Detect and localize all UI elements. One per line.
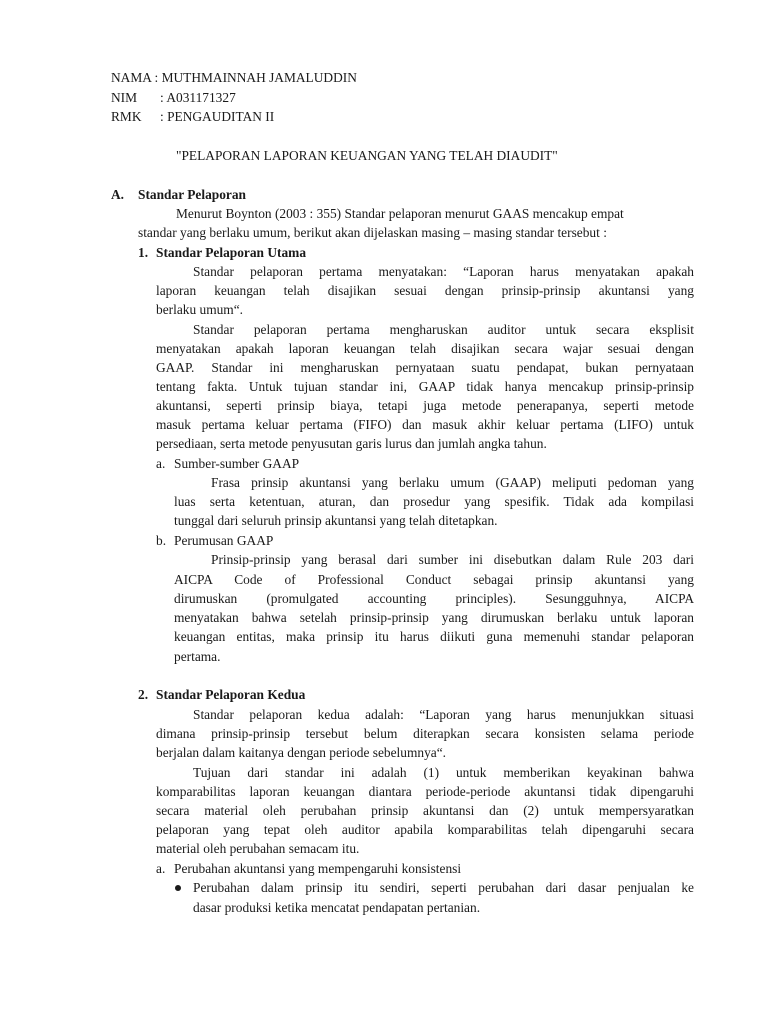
bullet-icon xyxy=(175,885,181,891)
bullet-line: Perubahan dalam prinsip itu sendiri, seperti perubahan dari dasar penjualan ke xyxy=(193,880,694,895)
nim-value: : A031171327 xyxy=(160,90,236,105)
student-name: NAMA : MUTHMAINNAH JAMALUDDIN xyxy=(111,70,357,85)
item-2-para2-line: secara material oleh perubahan prinsip akuntansi dan (2) untuk mempersyaratkan xyxy=(156,803,694,818)
section-a-marker: A. xyxy=(111,187,125,202)
item-1-para2-line: masuk pertama keluar pertama (FIFO) dan masuk akhir keluar pertama (LIFO) untuk xyxy=(156,417,694,432)
sub-b-line: pertama. xyxy=(174,649,221,664)
sub-b-heading: Perumusan GAAP xyxy=(174,533,274,548)
section-a-intro-line: Menurut Boynton (2003 : 355) Standar pelaporan menurut GAAS mencakup empat xyxy=(176,206,624,221)
section-a-intro-line: standar yang berlaku umum, berikut akan dijelaskan masing – masing standar tersebut : xyxy=(138,225,607,240)
item-2-para1-line: berjalan dalam kaitanya dengan periode sebelumnya“. xyxy=(156,745,447,760)
item-1-para2-line: GAAP. Standar ini mengharuskan pernyataan suatu pendapat, bukan pernyataan xyxy=(156,360,694,375)
item-1-marker: 1. xyxy=(138,245,149,260)
document-title: "PELAPORAN LAPORAN KEUANGAN YANG TELAH DIAUDIT" xyxy=(176,148,558,163)
item-2-para2-line: pelaporan yang tepat oleh auditor apabila komparabilitas telah dipengaruhi secara xyxy=(156,822,694,837)
sub-b-line: Prinsip-prinsip yang berasal dari sumber ini disebutkan dalam Rule 203 dari xyxy=(211,552,694,567)
sub-b-line: dirumuskan (promulgated accounting principles). Sesungguhnya, AICPA xyxy=(174,591,694,606)
item-1-para1-line: laporan keuangan telah disajikan sesuai dengan prinsip-prinsip akuntansi yang xyxy=(156,283,694,298)
item-2-marker: 2. xyxy=(138,687,149,702)
item-2-para1-line: dimana prinsip-prinsip tersebut belum diterapkan secara konsisten selama periode xyxy=(156,726,694,741)
item-1-para2-line: akuntansi, seperti prinsip biaya, tetapi juga metode penerapanya, seperti metode xyxy=(156,398,694,413)
item-1-para2-line: tentang fakta. Untuk tujuan standar ini, GAAP tidak hanya mencakup prinsip-prinsip xyxy=(156,379,694,394)
nim-label: NIM xyxy=(111,90,138,105)
item-1-para2-line: menyatakan apakah laporan keuangan telah disajikan secara wajar sesuai dengan xyxy=(156,341,694,356)
sub-a-heading: Sumber-sumber GAAP xyxy=(174,456,300,471)
sub-a-line: tunggal dari seluruh prinsip akuntansi yang telah ditetapkan. xyxy=(174,513,498,528)
sub-b-line: menyatakan bahwa setelah prinsip-prinsip yang dirumuskan berlaku untuk laporan xyxy=(174,610,694,625)
item-2-heading: Standar Pelaporan Kedua xyxy=(156,687,306,702)
sub-a-marker: a. xyxy=(156,456,166,471)
sub-a-line: luas serta ketentuan, aturan, dan prosedur yang spesifik. Tidak ada kompilasi xyxy=(174,494,694,509)
item-1-para1-line: Standar pelaporan pertama menyatakan: “Laporan harus menyatakan apakah xyxy=(193,264,694,279)
item-1-para2-line: Standar pelaporan pertama mengharuskan auditor untuk secara eksplisit xyxy=(193,322,694,337)
item-1-para2-line: persediaan, serta metode penyusutan garis lurus dan jumlah angka tahun. xyxy=(156,436,547,451)
sub-b-line: keuangan entitas, maka prinsip itu harus diikuti guna memenuhi standar pelaporan xyxy=(174,629,694,644)
item-2-para2-line: material oleh perubahan semacam itu. xyxy=(156,841,360,856)
item-1-heading: Standar Pelaporan Utama xyxy=(156,245,307,260)
item-2-sub-a-marker: a. xyxy=(156,861,166,876)
item-2-para2-line: Tujuan dari standar ini adalah (1) untuk memberikan keyakinan bahwa xyxy=(193,765,694,780)
item-2-para2-line: komparabilitas laporan keuangan diantara periode-periode akuntansi tidak dipengaruhi xyxy=(156,784,694,799)
sub-a-line: Frasa prinsip akuntansi yang berlaku umum (GAAP) meliputi pedoman yang xyxy=(211,475,694,490)
sub-b-marker: b. xyxy=(156,533,167,548)
sub-b-line: AICPA Code of Professional Conduct sebagai prinsip akuntansi yang xyxy=(174,572,694,587)
section-a-heading: Standar Pelaporan xyxy=(138,187,247,202)
item-2-para1-line: Standar pelaporan kedua adalah: “Laporan yang harus menunjukkan situasi xyxy=(193,707,694,722)
item-1-para1-line: berlaku umum“. xyxy=(156,302,244,317)
item-2-sub-a-heading: Perubahan akuntansi yang mempengaruhi konsistensi xyxy=(174,861,462,876)
bullet-line: dasar produksi ketika mencatat pendapatan pertanian. xyxy=(193,900,481,915)
rmk-value: : PENGAUDITAN II xyxy=(160,109,275,124)
rmk-label: RMK xyxy=(111,109,142,124)
